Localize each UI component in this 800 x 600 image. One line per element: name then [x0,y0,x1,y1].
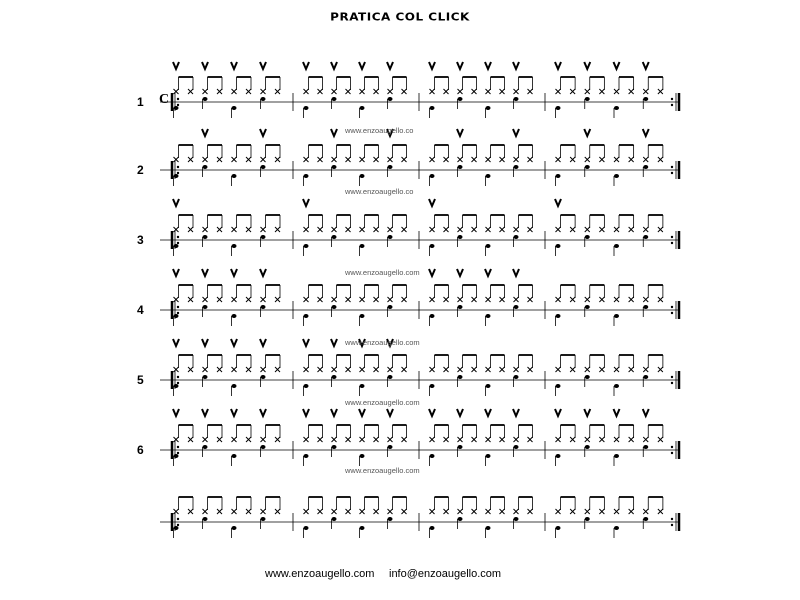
snare-note [203,305,208,309]
snare-note [388,235,393,239]
repeat-dot [671,376,673,378]
bass-drum-note [360,526,365,530]
snare-note [332,305,337,309]
snare-note [643,165,648,169]
click-accent-mark [331,129,337,136]
snare-note [332,235,337,239]
click-accent-mark [231,269,237,276]
repeat-dot [671,166,673,168]
snare-note [261,97,266,101]
repeat-dot [177,104,179,106]
snare-note [458,235,463,239]
footer-email[interactable]: info@enzoaugello.com [389,568,502,580]
time-signature: C [159,92,170,107]
click-accent-mark [202,129,208,136]
repeat-dot [671,98,673,100]
bass-drum-note [486,384,491,388]
bass-drum-note [556,526,561,530]
bass-drum-note [614,314,619,318]
bass-drum-note [486,454,491,458]
snare-note [643,517,648,521]
snare-note [514,305,519,309]
snare-note [585,305,590,309]
click-accent-mark [202,339,208,346]
bass-drum-note [430,454,435,458]
click-accent-mark [173,199,179,206]
bass-drum-note [486,526,491,530]
bass-drum-note [430,384,435,388]
bass-drum-note [232,174,237,178]
click-accent-mark [260,269,266,276]
snare-note [514,445,519,449]
snare-note [514,97,519,101]
bass-drum-note [304,314,309,318]
snare-note [388,517,393,521]
click-accent-mark [359,409,365,416]
click-accent-mark [429,409,435,416]
snare-note [332,97,337,101]
click-accent-mark [429,269,435,276]
repeat-dot [177,172,179,174]
snare-note [585,165,590,169]
repeat-dot [177,518,179,520]
bass-drum-note [304,106,309,110]
repeat-dot [671,382,673,384]
bass-drum-note [430,314,435,318]
click-accent-mark [513,269,519,276]
snare-note [643,305,648,309]
click-accent-mark [457,409,463,416]
bass-drum-note [232,526,237,530]
click-accent-mark [513,409,519,416]
page-title: PRATICA COL CLICK [330,10,470,24]
click-accent-mark [202,409,208,416]
click-accent-mark [331,339,337,346]
click-accent-mark [303,62,309,69]
snare-note [261,235,266,239]
watermark: www.enzoaugello.com [345,268,420,277]
row-number: 1 [137,95,144,109]
click-accent-mark [331,62,337,69]
snare-note [585,375,590,379]
repeat-dot [671,524,673,526]
click-accent-mark [643,409,649,416]
snare-note [203,375,208,379]
repeat-dot [177,236,179,238]
click-accent-mark [202,62,208,69]
click-accent-mark [387,62,393,69]
bass-drum-note [232,106,237,110]
snare-note [458,165,463,169]
snare-note [388,305,393,309]
snare-note [332,445,337,449]
click-accent-mark [331,409,337,416]
bass-drum-note [614,244,619,248]
snare-note [261,375,266,379]
repeat-dot [671,312,673,314]
snare-note [514,235,519,239]
bass-drum-note [174,174,179,178]
snare-note [203,97,208,101]
watermark: www.enzoaugello.co [345,126,414,135]
click-accent-mark [173,339,179,346]
repeat-dot [177,452,179,454]
bass-drum-note [360,106,365,110]
click-accent-mark [303,199,309,206]
bass-drum-note [304,174,309,178]
repeat-dot [671,306,673,308]
bass-drum-note [614,384,619,388]
snare-note [585,517,590,521]
bass-drum-note [556,174,561,178]
bass-drum-note [430,244,435,248]
bass-drum-note [174,384,179,388]
snare-note [203,445,208,449]
bass-drum-note [430,174,435,178]
repeat-dot [177,166,179,168]
click-accent-mark [260,339,266,346]
click-accent-mark [202,269,208,276]
row-number: 5 [137,373,144,387]
snare-note [332,375,337,379]
bass-drum-note [430,526,435,530]
snare-note [585,97,590,101]
row-number: 6 [137,443,144,457]
click-accent-mark [614,409,620,416]
repeat-dot [177,446,179,448]
bass-drum-note [360,244,365,248]
click-accent-mark [555,199,561,206]
watermark: www.enzoaugello.com [345,398,420,407]
bass-drum-note [232,244,237,248]
click-accent-mark [485,409,491,416]
bass-drum-note [556,314,561,318]
bass-drum-note [304,384,309,388]
snare-note [458,517,463,521]
repeat-dot [177,242,179,244]
snare-note [643,97,648,101]
click-accent-mark [303,339,309,346]
bass-drum-note [486,314,491,318]
bass-drum-note [174,454,179,458]
click-accent-mark [231,409,237,416]
click-accent-mark [260,62,266,69]
bass-drum-note [174,106,179,110]
bass-drum-note [486,244,491,248]
repeat-dot [671,104,673,106]
snare-note [585,445,590,449]
snare-note [388,97,393,101]
click-accent-mark [513,129,519,136]
snare-note [332,165,337,169]
repeat-dot [177,312,179,314]
snare-note [261,517,266,521]
bass-drum-note [430,106,435,110]
row-number: 3 [137,233,144,247]
snare-note [388,445,393,449]
bass-drum-note [232,384,237,388]
click-accent-mark [359,62,365,69]
watermark: www.enzoaugello.com [345,338,420,347]
snare-note [458,97,463,101]
bass-drum-note [174,244,179,248]
repeat-dot [671,446,673,448]
snare-note [458,445,463,449]
click-accent-mark [584,129,590,136]
snare-note [458,305,463,309]
click-accent-mark [387,409,393,416]
repeat-dot [177,524,179,526]
click-accent-mark [260,129,266,136]
click-accent-mark [555,62,561,69]
click-accent-mark [173,269,179,276]
bass-drum-note [556,106,561,110]
bass-drum-note [614,454,619,458]
snare-note [261,305,266,309]
click-accent-mark [555,409,561,416]
snare-note [643,235,648,239]
repeat-dot [671,236,673,238]
click-accent-mark [260,409,266,416]
repeat-dot [177,98,179,100]
watermark: www.enzoaugello.com [345,466,420,475]
snare-note [643,445,648,449]
repeat-dot [177,306,179,308]
snare-note [261,445,266,449]
click-accent-mark [457,269,463,276]
snare-note [261,165,266,169]
snare-note [514,517,519,521]
snare-note [514,165,519,169]
click-accent-mark [173,409,179,416]
bass-drum-note [360,174,365,178]
row-number: 4 [137,303,144,317]
click-accent-mark [584,409,590,416]
repeat-dot [671,518,673,520]
snare-note [203,165,208,169]
click-accent-mark [231,62,237,69]
snare-note [388,165,393,169]
bass-drum-note [614,106,619,110]
click-accent-mark [584,62,590,69]
click-accent-mark [485,62,491,69]
click-accent-mark [429,199,435,206]
bass-drum-note [174,314,179,318]
snare-note [585,235,590,239]
bass-drum-note [614,526,619,530]
bass-drum-note [360,314,365,318]
snare-note [458,375,463,379]
repeat-dot [671,172,673,174]
click-accent-mark [457,129,463,136]
repeat-dot [177,382,179,384]
bass-drum-note [360,384,365,388]
bass-drum-note [304,526,309,530]
click-accent-mark [643,62,649,69]
bass-drum-note [360,454,365,458]
bass-drum-note [486,174,491,178]
bass-drum-note [174,526,179,530]
bass-drum-note [556,454,561,458]
click-accent-mark [173,62,179,69]
bass-drum-note [232,454,237,458]
click-accent-mark [485,269,491,276]
click-accent-mark [643,129,649,136]
bass-drum-note [486,106,491,110]
snare-note [203,235,208,239]
repeat-dot [671,242,673,244]
bass-drum-note [304,244,309,248]
snare-note [514,375,519,379]
click-accent-mark [457,62,463,69]
click-accent-mark [231,339,237,346]
repeat-dot [671,452,673,454]
click-accent-mark [614,62,620,69]
bass-drum-note [304,454,309,458]
repeat-dot [177,376,179,378]
bass-drum-note [556,244,561,248]
row-number: 2 [137,163,144,177]
click-accent-mark [303,409,309,416]
snare-note [332,517,337,521]
click-accent-mark [513,62,519,69]
click-accent-mark [429,62,435,69]
bass-drum-note [614,174,619,178]
snare-note [388,375,393,379]
bass-drum-note [556,384,561,388]
footer-website[interactable]: www.enzoaugello.com [265,568,375,580]
snare-note [203,517,208,521]
bass-drum-note [232,314,237,318]
snare-note [643,375,648,379]
watermark: www.enzoaugello.co [345,187,414,196]
